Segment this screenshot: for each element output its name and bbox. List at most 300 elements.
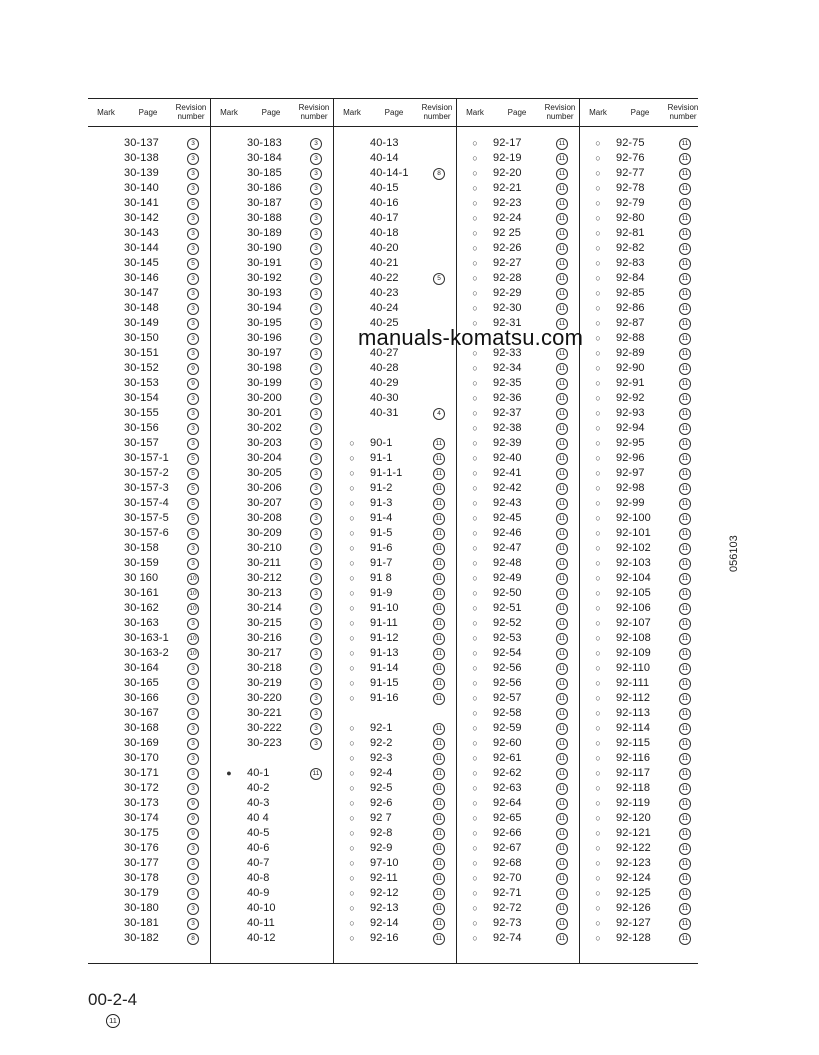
table-row [334,375,456,390]
row-revision [668,256,702,270]
revision-badge: 11 [433,738,445,750]
row-revision [545,286,579,300]
row-revision [299,406,333,420]
revision-badge: 5 [433,273,445,285]
row-page: 92-59 [493,721,522,734]
row-page: 30-193 [247,286,282,299]
revision-badge: 11 [433,648,445,660]
row-revision [176,526,210,540]
row-revision [422,601,456,615]
row-revision [422,616,456,630]
table-row [88,840,210,855]
revision-badge: 11 [433,483,445,495]
row-page: 30-145 [124,256,159,269]
row-mark: ○ [595,482,601,493]
revision-badge: 11 [433,858,445,870]
row-revision [299,361,333,375]
row-page: 92-28 [493,271,522,284]
row-page: 92-115 [616,736,651,749]
revision-badge: 3 [187,723,199,735]
table-row [211,150,333,165]
row-page: 30-147 [124,286,159,299]
row-revision [545,136,579,150]
table-row [580,675,702,690]
revision-badge: 11 [679,303,691,315]
table-row [334,450,456,465]
row-page: 92-9 [370,841,393,854]
table-row [457,135,579,150]
table-row [334,195,456,210]
revision-badge: 11 [433,723,445,735]
table-row [88,585,210,600]
revision-badge: 11 [679,228,691,240]
page-revision-badge: 11 [106,1014,120,1028]
row-revision [668,166,702,180]
row-mark: ○ [349,512,355,523]
row-page: 30-157-2 [124,466,169,479]
row-revision [299,661,333,675]
row-mark: ○ [595,302,601,313]
table-row [580,495,702,510]
row-page: 30-141 [124,196,159,209]
row-page: 92-5 [370,781,393,794]
row-page: 92-112 [616,691,651,704]
row-mark: ○ [472,617,478,628]
header-mark: Mark [220,107,238,117]
table-row [580,765,702,780]
row-mark: ○ [595,287,601,298]
table-row [88,135,210,150]
row-page: 30-157-3 [124,481,169,494]
row-page: 30-211 [247,556,282,569]
revision-badge: 11 [433,873,445,885]
table-row [580,900,702,915]
header-mark: Mark [343,107,361,117]
row-revision [668,661,702,675]
row-page: 90-1 [370,436,393,449]
row-page: 40 4 [247,811,269,824]
revision-badge: 11 [679,783,691,795]
table-rows [457,135,579,945]
row-mark: ○ [595,152,601,163]
revision-badge: 11 [679,858,691,870]
row-revision [299,286,333,300]
revision-badge: 3 [310,318,322,330]
row-revision [176,871,210,885]
row-revision [668,886,702,900]
row-revision [299,451,333,465]
revision-badge: 11 [433,693,445,705]
row-page: 30-172 [124,781,159,794]
row-mark: ○ [349,797,355,808]
row-page: 30-170 [124,751,159,764]
row-page: 30-217 [247,646,282,659]
table-header [580,98,702,126]
row-page: 30-138 [124,151,159,164]
revision-badge: 11 [679,243,691,255]
row-revision [299,616,333,630]
table-row [211,930,333,945]
table-row [211,825,333,840]
table-row [457,435,579,450]
row-mark: ○ [349,542,355,553]
row-revision [545,811,579,825]
revision-badge: 3 [187,303,199,315]
table-header [457,98,579,126]
row-page: 30-177 [124,856,159,869]
row-page: 30-151 [124,346,159,359]
table-row [88,915,210,930]
revision-badge: 11 [679,543,691,555]
row-mark: ● [226,767,232,778]
revision-badge: 5 [187,498,199,510]
row-page: 92-113 [616,706,651,719]
row-mark: ○ [349,737,355,748]
row-page: 92-78 [616,181,645,194]
table-row [457,300,579,315]
row-revision [176,751,210,765]
revision-badge: 11 [556,378,568,390]
row-page: 40-17 [370,211,399,224]
table-row [88,795,210,810]
table-row [457,540,579,555]
row-mark: ○ [472,752,478,763]
row-page: 40-29 [370,376,399,389]
row-page: 30-161 [124,586,159,599]
table-row [457,600,579,615]
table-row [334,825,456,840]
table-row [334,915,456,930]
revision-badge: 3 [187,618,199,630]
revision-badge: 3 [187,873,199,885]
row-revision [668,271,702,285]
row-revision [176,421,210,435]
table-row [334,495,456,510]
row-revision [545,796,579,810]
row-mark: ○ [472,692,478,703]
table-row [457,915,579,930]
row-revision [545,466,579,480]
revision-badge: 11 [679,588,691,600]
table-row [334,795,456,810]
row-page: 40-8 [247,871,270,884]
table-row [211,855,333,870]
revision-badge: 3 [187,168,199,180]
row-mark: ○ [595,707,601,718]
row-revision [422,271,456,285]
row-page: 92-68 [493,856,522,869]
row-revision [422,556,456,570]
revision-badge: 11 [556,678,568,690]
revision-badge: 11 [433,828,445,840]
table-row [580,510,702,525]
row-revision [545,436,579,450]
row-mark: ○ [472,602,478,613]
row-revision [668,796,702,810]
row-mark: ○ [472,242,478,253]
revision-badge: 3 [187,243,199,255]
row-page: 91-16 [370,691,399,704]
row-revision [668,361,702,375]
table-row [211,795,333,810]
row-page: 30-198 [247,361,282,374]
row-revision [422,781,456,795]
table-row [457,645,579,660]
row-mark: ○ [472,467,478,478]
row-revision [668,631,702,645]
revision-badge: 3 [310,168,322,180]
table-row [334,675,456,690]
row-revision [299,391,333,405]
revision-badge: 11 [433,498,445,510]
table-row [580,690,702,705]
table-row [88,705,210,720]
revision-badge: 3 [187,153,199,165]
revision-badge: 5 [187,513,199,525]
revision-badge: 11 [679,498,691,510]
row-page: 92-20 [493,166,522,179]
revision-badge: 3 [310,468,322,480]
revision-badge: 11 [556,138,568,150]
table-row [88,630,210,645]
revision-badge: 11 [433,918,445,930]
revision-badge: 11 [556,303,568,315]
revision-badge: 11 [556,573,568,585]
watermark-url: manuals-komatsu.com [358,325,584,350]
row-page: 30-205 [247,466,282,479]
revision-badge: 3 [187,903,199,915]
row-mark: ○ [595,917,601,928]
row-revision [668,376,702,390]
revision-badge: 3 [310,183,322,195]
row-page: 30-140 [124,181,159,194]
row-revision [668,856,702,870]
table-row [211,510,333,525]
row-mark: ○ [472,257,478,268]
table-row [334,630,456,645]
table-row [334,585,456,600]
revision-badge: 11 [433,513,445,525]
row-mark: ○ [472,707,478,718]
row-mark: ○ [472,842,478,853]
revision-badge: 11 [433,633,445,645]
row-revision [176,781,210,795]
row-revision [545,871,579,885]
row-page: 30-153 [124,376,159,389]
row-mark: ○ [349,752,355,763]
row-mark: ○ [472,287,478,298]
row-revision [176,886,210,900]
table-row [88,600,210,615]
revision-badge: 11 [679,288,691,300]
row-page: 92-60 [493,736,522,749]
table-row [457,675,579,690]
table-row [457,720,579,735]
table-row [457,630,579,645]
row-page: 40-1 [247,766,270,779]
table-row [457,390,579,405]
row-page: 92-8 [370,826,393,839]
row-revision [176,841,210,855]
table-row [211,360,333,375]
revision-badge: 3 [187,783,199,795]
row-page: 92-126 [616,901,651,914]
revision-badge: 11 [433,768,445,780]
table-row [580,345,702,360]
row-mark: ○ [595,167,601,178]
revision-badge: 11 [556,828,568,840]
revision-badge: 11 [679,618,691,630]
table-rows [580,135,702,945]
revision-badge: 11 [679,483,691,495]
row-revision [422,736,456,750]
row-page: 40-25 [370,316,399,329]
row-revision [422,826,456,840]
row-mark: ○ [595,827,601,838]
header-page: Page [507,107,527,117]
revision-badge: 11 [679,408,691,420]
row-revision [668,736,702,750]
row-page: 30-156 [124,421,159,434]
row-mark: ○ [349,572,355,583]
revision-badge: 11 [556,153,568,165]
table-row [580,585,702,600]
row-revision [299,706,333,720]
row-revision [545,781,579,795]
row-revision [668,301,702,315]
table-row [457,660,579,675]
table-row [580,360,702,375]
revision-badge: 10 [187,573,199,585]
row-revision [299,466,333,480]
row-page: 92-94 [616,421,645,434]
row-mark: ○ [349,782,355,793]
table-row [211,375,333,390]
row-revision [299,316,333,330]
row-page: 92 7 [370,811,392,824]
row-page: 92-89 [616,346,645,359]
table-row [88,525,210,540]
table-row [457,405,579,420]
row-revision [668,496,702,510]
row-revision [176,391,210,405]
revision-badge: 3 [310,363,322,375]
revision-badge: 11 [679,663,691,675]
table-row [457,375,579,390]
page-number: 00-2-4 [88,990,138,1009]
revision-badge: 3 [187,768,199,780]
table-row [88,390,210,405]
table-row [580,600,702,615]
table-row [334,660,456,675]
row-revision [545,571,579,585]
row-revision [422,436,456,450]
row-mark: ○ [349,647,355,658]
row-revision [299,151,333,165]
row-page: 40-21 [370,256,399,269]
revision-badge: 10 [187,603,199,615]
row-page: 30-152 [124,361,159,374]
row-revision [299,571,333,585]
revision-badge: 3 [187,228,199,240]
row-mark: ○ [349,722,355,733]
row-revision [545,301,579,315]
row-revision [299,421,333,435]
row-page: 92-34 [493,361,522,374]
row-revision [668,136,702,150]
table-row [580,570,702,585]
table-row [580,630,702,645]
row-page: 30-191 [247,256,282,269]
row-revision [545,676,579,690]
revision-badge: 3 [310,378,322,390]
row-revision [422,766,456,780]
row-mark: ○ [595,242,601,253]
revision-badge: 3 [187,708,199,720]
row-page: 92-21 [493,181,522,194]
table-row [334,270,456,285]
row-page: 40-28 [370,361,399,374]
row-page: 40-10 [247,901,276,914]
header-revision: Revision number [298,103,330,121]
revision-badge: 11 [556,558,568,570]
revision-badge: 11 [433,528,445,540]
revision-badge: 5 [187,528,199,540]
revision-badge: 11 [679,453,691,465]
revision-badge: 3 [187,348,199,360]
table-row [334,930,456,945]
row-page: 92-110 [616,661,651,674]
row-page: 92-42 [493,481,522,494]
row-revision [545,901,579,915]
row-mark: ○ [595,257,601,268]
table-row [88,675,210,690]
revision-badge: 11 [433,558,445,570]
row-page: 92-52 [493,616,522,629]
row-revision [422,661,456,675]
row-page: 92-41 [493,466,522,479]
table-header [211,98,333,126]
row-mark: ○ [595,512,601,523]
row-page: 40-22 [370,271,399,284]
row-page: 30-207 [247,496,282,509]
revision-badge: 11 [556,618,568,630]
row-page: 92-49 [493,571,522,584]
revision-badge: 11 [433,678,445,690]
row-mark: ○ [595,737,601,748]
row-mark: ○ [349,767,355,778]
table-row [88,375,210,390]
row-page: 40-9 [247,886,270,899]
row-page: 30-196 [247,331,282,344]
row-revision [422,691,456,705]
row-mark: ○ [472,632,478,643]
row-page: 92-57 [493,691,522,704]
row-revision [176,541,210,555]
revision-badge: 5 [187,198,199,210]
row-revision [668,211,702,225]
table-row [580,195,702,210]
header-revision: Revision number [175,103,207,121]
revision-badge: 11 [433,468,445,480]
table-row [88,210,210,225]
table-row [457,420,579,435]
revision-badge: 5 [187,468,199,480]
row-page: 92-29 [493,286,522,299]
row-mark: ○ [349,917,355,928]
table-row [457,480,579,495]
row-page: 40-31 [370,406,399,419]
